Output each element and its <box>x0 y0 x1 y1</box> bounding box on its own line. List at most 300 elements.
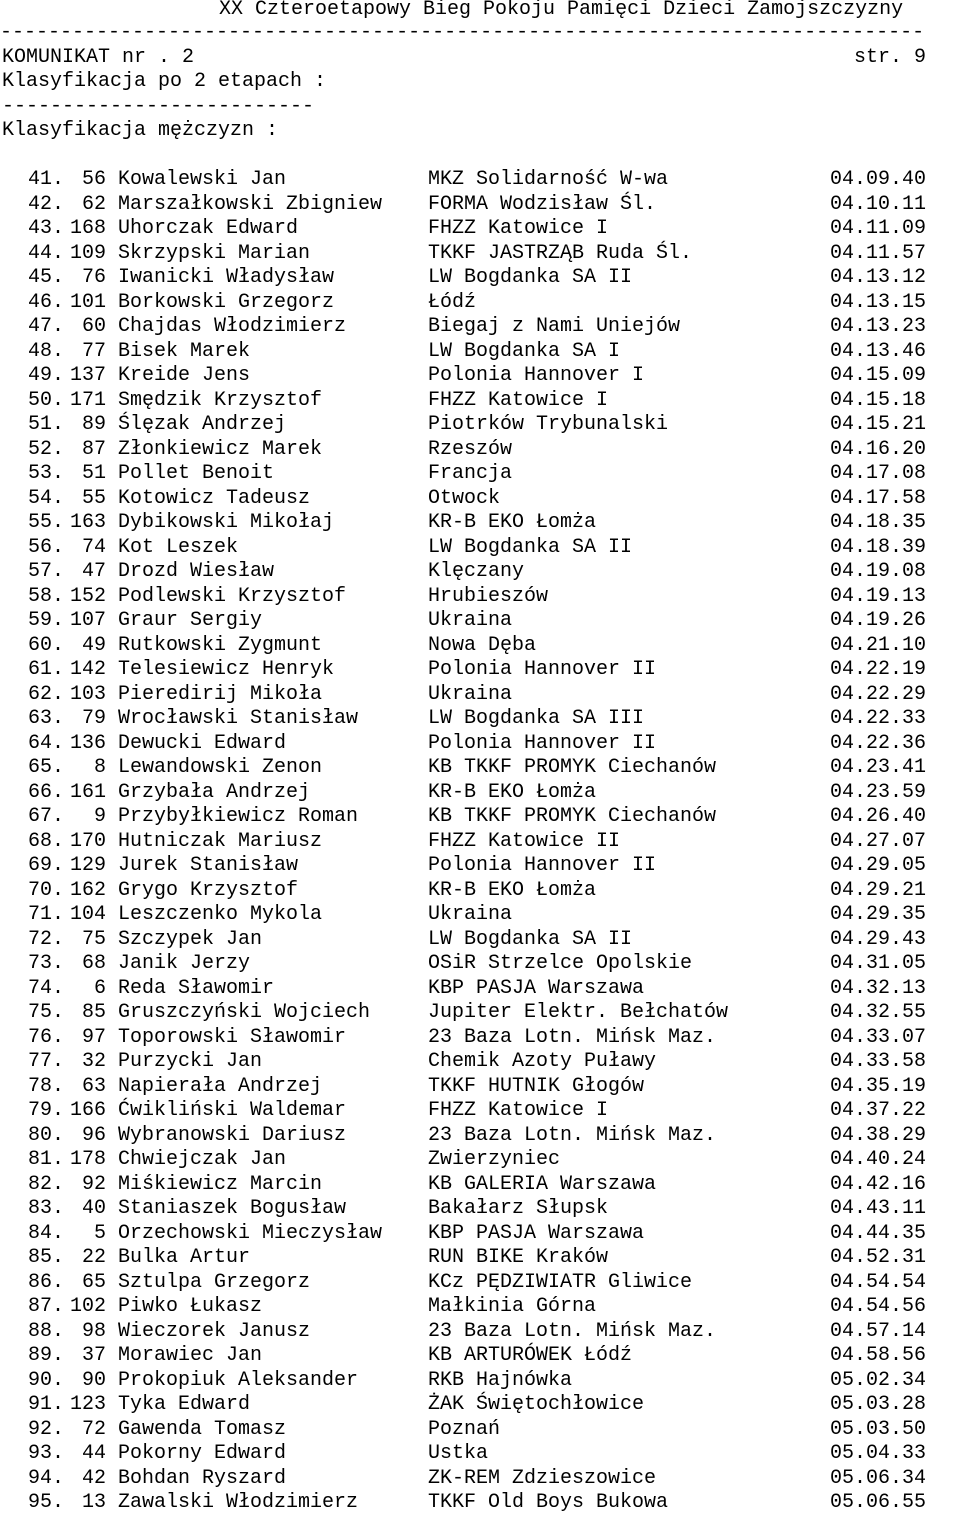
classification-heading: Klasyfikacja po 2 etapach : <box>2 70 327 93</box>
result-row <box>0 511 960 536</box>
result-bib: 142 <box>69 658 106 681</box>
result-time: 04.13.23 <box>830 315 927 338</box>
result-club: Francja <box>428 462 513 485</box>
result-name: Gruszczyński Wojciech <box>118 1001 371 1024</box>
results-table <box>0 168 960 1516</box>
result-place: 80. <box>28 1123 65 1147</box>
result-bib: 8 <box>93 756 106 779</box>
result-time: 04.29.05 <box>830 854 927 877</box>
result-place: 45. <box>28 266 65 289</box>
result-place: 44. <box>28 241 65 265</box>
result-club: LW Bogdanka SA I <box>428 339 621 363</box>
result-place: 70. <box>28 878 65 902</box>
result-row <box>0 364 960 389</box>
result-name: Lewandowski Zenon <box>118 756 323 779</box>
result-row <box>0 707 960 732</box>
result-bib: 123 <box>69 1393 106 1416</box>
result-bib: 42 <box>81 1466 106 1490</box>
result-row <box>0 1344 960 1369</box>
result-place: 62. <box>28 682 65 706</box>
result-bib: 72 <box>81 1417 106 1441</box>
komunikat-label: KOMUNIKAT nr . 2 <box>2 46 195 69</box>
result-bib: 104 <box>69 903 106 926</box>
result-place: 94. <box>28 1466 65 1490</box>
result-time: 05.06.55 <box>830 1491 927 1514</box>
result-club: 23 Baza Lotn. Mińsk Maz. <box>428 1025 717 1049</box>
result-place: 65. <box>28 756 65 779</box>
result-bib: 170 <box>69 829 106 853</box>
result-row <box>0 609 960 634</box>
result-row <box>0 340 960 365</box>
result-name: Toporowski Sławomir <box>118 1025 347 1049</box>
result-place: 59. <box>28 609 65 632</box>
result-row <box>0 1467 960 1492</box>
result-place: 69. <box>28 854 65 877</box>
result-club: KR-B EKO Łomża <box>428 878 597 902</box>
result-name: Grygo Krzysztof <box>118 878 299 902</box>
result-bib: 6 <box>93 976 106 1000</box>
result-name: Wybranowski Dariusz <box>118 1123 347 1147</box>
result-club: Piotrków Trybunalski <box>428 413 669 436</box>
result-place: 83. <box>28 1197 65 1220</box>
result-time: 04.19.08 <box>830 560 927 583</box>
result-place: 54. <box>28 486 65 510</box>
result-bib: 74 <box>81 535 106 559</box>
result-place: 84. <box>28 1221 65 1245</box>
result-name: Graur Sergiy <box>118 609 263 632</box>
result-time: 05.02.34 <box>830 1368 927 1392</box>
result-time: 04.43.11 <box>830 1197 927 1220</box>
result-club: KB GALERIA Warszawa <box>428 1172 657 1196</box>
result-row <box>0 1320 960 1345</box>
result-bib: 166 <box>69 1099 106 1122</box>
result-name: Gawenda Tomasz <box>118 1417 287 1441</box>
result-time: 04.15.21 <box>830 413 927 436</box>
result-name: Janik Jerzy <box>118 952 251 975</box>
result-time: 05.06.34 <box>830 1466 927 1490</box>
result-time: 04.29.43 <box>830 927 927 951</box>
result-row <box>0 1222 960 1247</box>
result-place: 76. <box>28 1025 65 1049</box>
result-row <box>0 756 960 781</box>
result-name: Borkowski Grzegorz <box>118 290 335 314</box>
result-row <box>0 242 960 267</box>
result-time: 04.22.33 <box>830 707 927 730</box>
result-time: 04.37.22 <box>830 1099 927 1122</box>
result-place: 85. <box>28 1246 65 1269</box>
result-place: 56. <box>28 535 65 559</box>
result-place: 52. <box>28 437 65 461</box>
result-place: 48. <box>28 339 65 363</box>
result-place: 88. <box>28 1319 65 1343</box>
result-bib: 96 <box>81 1123 106 1147</box>
result-row <box>0 977 960 1002</box>
result-place: 53. <box>28 462 65 485</box>
result-row <box>0 1271 960 1296</box>
result-time: 04.13.46 <box>830 339 927 363</box>
result-name: Telesiewicz Henryk <box>118 658 335 681</box>
result-bib: 129 <box>69 854 106 877</box>
result-name: Dybikowski Mikołaj <box>118 511 335 534</box>
result-row <box>0 389 960 414</box>
result-name: Orzechowski Mieczysław <box>118 1221 383 1245</box>
result-bib: 55 <box>81 486 106 510</box>
result-time: 04.16.20 <box>830 437 927 461</box>
result-name: Kot Leszek <box>118 535 239 559</box>
result-time: 04.23.41 <box>830 756 927 779</box>
result-row <box>0 487 960 512</box>
result-name: Bohdan Ryszard <box>118 1466 287 1490</box>
result-bib: 32 <box>81 1050 106 1073</box>
result-name: Kotowicz Tadeusz <box>118 486 311 510</box>
result-row <box>0 1148 960 1173</box>
result-club: Ukraina <box>428 682 513 706</box>
result-name: Ćwikliński Waldemar <box>118 1099 347 1122</box>
result-place: 75. <box>28 1001 65 1024</box>
result-row <box>0 536 960 561</box>
result-place: 67. <box>28 805 65 828</box>
result-club: Otwock <box>428 486 501 510</box>
result-place: 73. <box>28 952 65 975</box>
result-row <box>0 1026 960 1051</box>
result-club: MKZ Solidarność W-wa <box>428 168 669 191</box>
result-bib: 79 <box>81 707 106 730</box>
result-time: 04.11.57 <box>830 241 927 265</box>
result-time: 04.27.07 <box>830 829 927 853</box>
result-bib: 22 <box>81 1246 106 1269</box>
result-time: 04.29.21 <box>830 878 927 902</box>
result-bib: 51 <box>81 462 106 485</box>
result-place: 64. <box>28 731 65 755</box>
result-place: 43. <box>28 217 65 240</box>
result-time: 04.58.56 <box>830 1344 927 1367</box>
result-row <box>0 1197 960 1222</box>
result-time: 04.11.09 <box>830 217 927 240</box>
result-club: Ustka <box>428 1442 489 1465</box>
result-time: 04.13.15 <box>830 290 927 314</box>
result-time: 04.22.19 <box>830 658 927 681</box>
result-row <box>0 193 960 218</box>
result-name: Zawalski Włodzimierz <box>118 1491 359 1514</box>
result-bib: 47 <box>81 560 106 583</box>
result-row <box>0 315 960 340</box>
result-name: Leszczenko Mykola <box>118 903 323 926</box>
result-club: Ukraina <box>428 609 513 632</box>
result-bib: 178 <box>69 1148 106 1171</box>
result-row <box>0 854 960 879</box>
result-club: LW Bogdanka SA III <box>428 707 645 730</box>
result-row <box>0 1075 960 1100</box>
result-bib: 103 <box>69 682 106 706</box>
result-time: 04.10.11 <box>830 192 927 216</box>
result-time: 04.18.39 <box>830 535 927 559</box>
result-club: KCz PĘDZIWIATR Gliwice <box>428 1270 693 1294</box>
result-time: 04.18.35 <box>830 511 927 534</box>
result-club: Biegaj z Nami Uniejów <box>428 315 681 338</box>
result-name: Chajdas Włodzimierz <box>118 315 347 338</box>
result-name: Dewucki Edward <box>118 731 287 755</box>
result-club: Małkinia Górna <box>428 1295 597 1318</box>
result-row <box>0 1491 960 1516</box>
result-row <box>0 805 960 830</box>
result-place: 63. <box>28 707 65 730</box>
result-time: 04.21.10 <box>830 633 927 657</box>
result-row <box>0 1369 960 1394</box>
result-time: 04.42.16 <box>830 1172 927 1196</box>
result-place: 47. <box>28 315 65 338</box>
result-club: TKKF HUTNIK Głogów <box>428 1074 645 1098</box>
result-name: Chwiejczak Jan <box>118 1148 287 1171</box>
result-row <box>0 1124 960 1149</box>
result-time: 04.19.13 <box>830 584 927 608</box>
result-row <box>0 830 960 855</box>
result-name: Iwanicki Władysław <box>118 266 335 289</box>
result-row <box>0 879 960 904</box>
result-place: 50. <box>28 388 65 412</box>
result-club: KB TKKF PROMYK Ciechanów <box>428 805 717 828</box>
result-bib: 56 <box>81 168 106 191</box>
result-time: 04.09.40 <box>830 168 927 191</box>
result-bib: 161 <box>69 780 106 804</box>
result-club: FHZZ Katowice I <box>428 388 609 412</box>
result-bib: 49 <box>81 633 106 657</box>
result-name: Reda Sławomir <box>118 976 275 1000</box>
result-club: Polonia Hannover II <box>428 658 657 681</box>
result-club: Poznań <box>428 1417 501 1441</box>
result-bib: 60 <box>81 315 106 338</box>
result-row <box>0 658 960 683</box>
result-name: Purzycki Jan <box>118 1050 263 1073</box>
result-place: 93. <box>28 1442 65 1465</box>
result-place: 95. <box>28 1491 65 1514</box>
result-club: Polonia Hannover I <box>428 364 645 387</box>
result-name: Skrzypski Marian <box>118 241 311 265</box>
result-place: 49. <box>28 364 65 387</box>
result-time: 04.54.54 <box>830 1270 927 1294</box>
result-club: ZK-REM Zdzieszowice <box>428 1466 657 1490</box>
result-name: Grzybała Andrzej <box>118 780 311 804</box>
result-place: 57. <box>28 560 65 583</box>
separator-short: -------------------------- <box>2 95 315 118</box>
result-place: 51. <box>28 413 65 436</box>
document-title: XX Czteroetapowy Bieg Pokoju Pamięci Dzieci Zamojszczyzny <box>219 0 904 21</box>
result-place: 90. <box>28 1368 65 1392</box>
result-place: 87. <box>28 1295 65 1318</box>
result-time: 05.03.28 <box>830 1393 927 1416</box>
result-time: 05.04.33 <box>830 1442 927 1465</box>
result-bib: 37 <box>81 1344 106 1367</box>
result-club: ŻAK Świętochłowice <box>428 1393 645 1416</box>
result-bib: 44 <box>81 1442 106 1465</box>
result-bib: 75 <box>81 927 106 951</box>
result-time: 04.23.59 <box>830 780 927 804</box>
result-bib: 68 <box>81 952 106 975</box>
result-place: 55. <box>28 511 65 534</box>
result-row <box>0 1295 960 1320</box>
result-bib: 65 <box>81 1270 106 1294</box>
result-club: Ukraina <box>428 903 513 926</box>
result-time: 04.29.35 <box>830 903 927 926</box>
result-club: LW Bogdanka SA II <box>428 266 633 289</box>
result-name: Pokorny Edward <box>118 1442 287 1465</box>
result-club: KB TKKF PROMYK Ciechanów <box>428 756 717 779</box>
result-row <box>0 168 960 193</box>
result-time: 04.31.05 <box>830 952 927 975</box>
result-row <box>0 291 960 316</box>
result-club: FHZZ Katowice II <box>428 829 621 853</box>
result-club: RKB Hajnówka <box>428 1368 573 1392</box>
result-bib: 92 <box>81 1172 106 1196</box>
result-row <box>0 928 960 953</box>
result-name: Tyka Edward <box>118 1393 251 1416</box>
result-place: 74. <box>28 976 65 1000</box>
result-name: Szczypek Jan <box>118 927 263 951</box>
result-club: KR-B EKO Łomża <box>428 780 597 804</box>
result-bib: 171 <box>69 388 106 412</box>
result-club: Polonia Hannover II <box>428 854 657 877</box>
result-row <box>0 585 960 610</box>
result-bib: 62 <box>81 192 106 216</box>
result-bib: 101 <box>69 290 106 314</box>
page-number: str. 9 <box>854 46 927 69</box>
result-name: Wieczorek Janusz <box>118 1319 311 1343</box>
result-place: 60. <box>28 633 65 657</box>
result-time: 04.54.56 <box>830 1295 927 1318</box>
result-place: 86. <box>28 1270 65 1294</box>
result-time: 04.38.29 <box>830 1123 927 1147</box>
result-time: 04.15.18 <box>830 388 927 412</box>
result-name: Rutkowski Zygmunt <box>118 633 323 657</box>
result-bib: 9 <box>93 805 106 828</box>
result-club: OSiR Strzelce Opolskie <box>428 952 693 975</box>
result-time: 04.33.58 <box>830 1050 927 1073</box>
result-row <box>0 1099 960 1124</box>
result-club: Hrubieszów <box>428 584 549 608</box>
result-name: Jurek Stanisław <box>118 854 299 877</box>
result-club: KBP PASJA Warszawa <box>428 976 645 1000</box>
result-place: 89. <box>28 1344 65 1367</box>
result-club: 23 Baza Lotn. Mińsk Maz. <box>428 1319 717 1343</box>
result-name: Pollet Benoit <box>118 462 275 485</box>
result-time: 04.15.09 <box>830 364 927 387</box>
result-row <box>0 634 960 659</box>
result-time: 04.17.08 <box>830 462 927 485</box>
result-name: Kowalewski Jan <box>118 168 287 191</box>
result-bib: 109 <box>69 241 106 265</box>
result-row <box>0 413 960 438</box>
result-row <box>0 1173 960 1198</box>
result-bib: 5 <box>93 1221 106 1245</box>
result-name: Smędzik Krzysztof <box>118 388 323 412</box>
result-name: Wrocławski Stanisław <box>118 707 359 730</box>
result-place: 71. <box>28 903 65 926</box>
result-name: Złonkiewicz Marek <box>118 437 323 461</box>
result-time: 04.22.36 <box>830 731 927 755</box>
result-name: Piwko Łukasz <box>118 1295 263 1318</box>
result-time: 04.57.14 <box>830 1319 927 1343</box>
result-bib: 168 <box>69 217 106 240</box>
result-name: Sztulpa Grzegorz <box>118 1270 311 1294</box>
result-place: 82. <box>28 1172 65 1196</box>
result-name: Miśkiewicz Marcin <box>118 1172 323 1196</box>
result-club: Bakałarz Słupsk <box>428 1197 609 1220</box>
result-club: Polonia Hannover II <box>428 731 657 755</box>
result-row <box>0 462 960 487</box>
result-bib: 89 <box>81 413 106 436</box>
result-time: 04.13.12 <box>830 266 927 289</box>
result-bib: 102 <box>69 1295 106 1318</box>
result-row <box>0 1442 960 1467</box>
result-place: 78. <box>28 1074 65 1098</box>
result-name: Napierała Andrzej <box>118 1074 323 1098</box>
result-name: Bisek Marek <box>118 339 251 363</box>
result-row <box>0 438 960 463</box>
result-place: 81. <box>28 1148 65 1171</box>
result-place: 58. <box>28 584 65 608</box>
result-bib: 163 <box>69 511 106 534</box>
result-time: 04.33.07 <box>830 1025 927 1049</box>
result-time: 04.40.24 <box>830 1148 927 1171</box>
result-club: Rzeszów <box>428 437 513 461</box>
result-row <box>0 1418 960 1443</box>
result-bib: 87 <box>81 437 106 461</box>
result-bib: 90 <box>81 1368 106 1392</box>
result-time: 04.17.58 <box>830 486 927 510</box>
result-bib: 63 <box>81 1074 106 1098</box>
result-name: Prokopiuk Aleksander <box>118 1368 359 1392</box>
result-name: Drozd Wiesław <box>118 560 275 583</box>
result-time: 04.19.26 <box>830 609 927 632</box>
result-club: Łódź <box>428 290 477 314</box>
result-row <box>0 560 960 585</box>
result-time: 04.22.29 <box>830 682 927 706</box>
result-club: 23 Baza Lotn. Mińsk Maz. <box>428 1123 717 1147</box>
result-bib: 136 <box>69 731 106 755</box>
result-club: FHZZ Katowice I <box>428 1099 609 1122</box>
result-place: 92. <box>28 1417 65 1441</box>
result-name: Kreide Jens <box>118 364 251 387</box>
result-club: FHZZ Katowice I <box>428 217 609 240</box>
result-place: 79. <box>28 1099 65 1122</box>
result-club: RUN BIKE Kraków <box>428 1246 609 1269</box>
result-row <box>0 266 960 291</box>
result-row <box>0 1001 960 1026</box>
result-place: 91. <box>28 1393 65 1416</box>
result-club: TKKF JASTRZĄB Ruda Śl. <box>428 241 693 265</box>
result-bib: 40 <box>81 1197 106 1220</box>
category-heading: Klasyfikacja mężczyzn : <box>2 119 279 142</box>
result-time: 04.44.35 <box>830 1221 927 1245</box>
result-bib: 76 <box>81 266 106 289</box>
result-row <box>0 732 960 757</box>
result-row <box>0 1050 960 1075</box>
result-place: 68. <box>28 829 65 853</box>
result-name: Pieredirij Mikoła <box>118 682 323 706</box>
result-club: Zwierzyniec <box>428 1148 561 1171</box>
result-time: 04.26.40 <box>830 805 927 828</box>
result-name: Uhorczak Edward <box>118 217 299 240</box>
result-bib: 13 <box>81 1491 106 1514</box>
result-club: LW Bogdanka SA II <box>428 535 633 559</box>
result-bib: 97 <box>81 1025 106 1049</box>
result-row <box>0 683 960 708</box>
result-place: 72. <box>28 927 65 951</box>
result-name: Hutniczak Mariusz <box>118 829 323 853</box>
result-bib: 77 <box>81 339 106 363</box>
result-time: 04.35.19 <box>830 1074 927 1098</box>
result-place: 77. <box>28 1050 65 1073</box>
result-club: TKKF Old Boys Bukowa <box>428 1491 669 1514</box>
